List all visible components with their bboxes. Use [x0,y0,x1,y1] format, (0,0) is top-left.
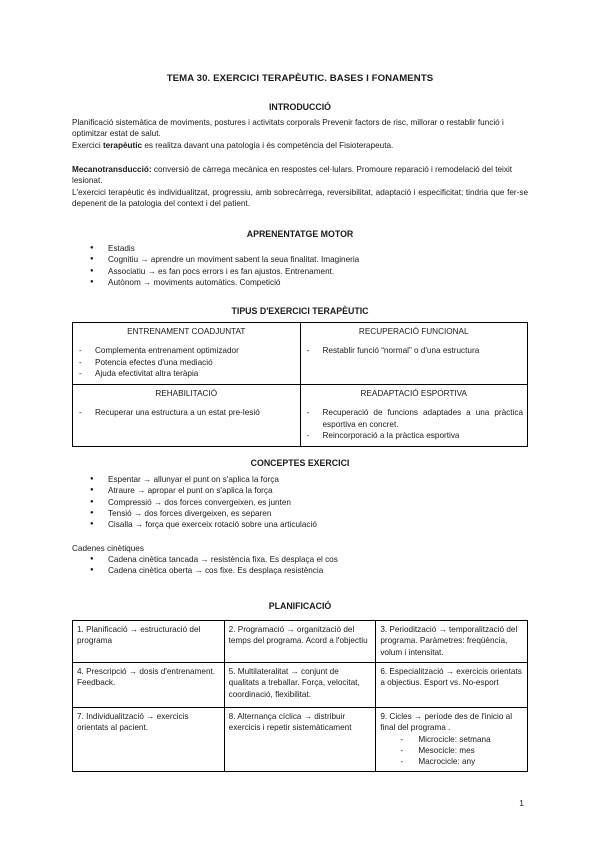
intro-paragraph-4: L'exercici terapèutic és individualitzat, progressiu, amb sobrecàrrega, reversibilitat, adaptació i especificitat; tindria que fer-se depenent de la patologia del context i del patient. [72,187,528,208]
list-item: ● Tensió → dos forces divergeixen, es separen [72,508,528,519]
cadenes-list [72,554,528,577]
list-item: ● Cadena cinètica oberta → cos fixe. Es desplaça resistència [72,565,528,576]
intro-p2-text-end: es realitza davant una patologia i és competència del Fisioterapeuta. [142,140,394,150]
table-cell [73,323,301,385]
planificacio-section [72,600,528,772]
list-item: ● Compressió → dos forces convergeixen, es junten [72,497,528,508]
table-cell: 4. Prescripció → dosis d'entrenament. Feedback. [73,663,225,708]
cell-heading: READAPTACIÓ ESPORTIVA [360,389,467,399]
conceptes-heading: CONCEPTES EXERCICI [250,458,350,468]
intro-p2-bold: terapèutic [102,140,143,150]
cell-list [77,345,296,379]
list-item: - Recuperar una estructura a un estat pre-lesió [77,407,296,418]
cicles-list [400,734,523,768]
list-item: ● Associatiu → es fan pocs errors i es fan ajustos. Entrenament. [72,266,528,277]
intro-heading: INTRODUCCIÓ [268,102,332,112]
list-item: - Ajuda efectivitat altra teràpia [77,368,296,379]
planificacio-heading: PLANIFICACIÓ [268,601,332,611]
tipus-heading: TIPUS D'EXERCICI TERAPÈUTIC [231,306,369,316]
document-title: TEMA 30. EXERCICI TERAPÈUTIC. BASES I FONAMENTS [166,73,434,84]
cicles-text: 9. Cicles → període des de l'inicio al final del programa . [380,712,513,733]
table-cell [300,385,528,447]
conceptes-list [72,474,528,531]
cadenes-label: Cadenes cinètiques [72,543,144,553]
intro-paragraph-3 [72,164,528,187]
list-item: - Restablir funció “normal” o d'una estructura [305,345,524,356]
cell-list [77,407,296,418]
list-item: - Reincorporació a la pràctica esportiva [305,430,524,441]
motor-section [72,228,528,288]
list-item: ● Espentar → allunyar el punt on s'aplica la força [72,474,528,485]
list-item: ● Cadena cinètica tancada → resistència fixa. Es desplaça el cos [72,554,528,565]
cell-list [305,407,524,441]
table-cell: 1. Planificació → estructuració del programa [73,621,225,663]
tipus-table [72,322,528,447]
list-item: - Mesocicle: mes [400,745,523,756]
table-cell [73,385,301,447]
table-cell: 2. Programació → organització del temps del programa. Acord a l'objectiu [224,621,376,663]
tipus-section [72,305,528,447]
conceptes-section [72,457,528,577]
motor-heading: APRENENTATGE MOTOR [246,229,354,239]
list-item: ● Autònom → moviments automàtics. Competició [72,277,528,288]
list-item: ● Estadis [72,243,528,254]
table-cell [376,708,528,772]
planificacio-table [72,620,528,772]
table-cell: 6. Especialització → exercicis orientats a objectius. Esport vs. No-esport [376,663,528,708]
cell-list [305,345,524,356]
list-item: - Potencia efectes d'una mediació [77,357,296,368]
page-number: 1 [519,798,524,808]
list-item: - Complementa entrenament optimizador [77,345,296,356]
list-item: - Macrocicle: any [400,756,523,767]
intro-p3-text: conversió de càrrega mecànica en respostes cel·lulars. Promoure reparació i remodelació del teixit lesionat. [72,165,513,186]
table-cell [300,323,528,385]
list-item: - Microcicle: setmana [400,734,523,745]
mecanotransduccio-term: Mecanotransducció: [72,165,152,175]
table-cell: 7. Individualització → exercicis orientats al pacient. [73,708,225,772]
list-item: ● Atraure → apropar el punt on s'aplica la força [72,485,528,496]
table-cell: 8. Alternança cíclica → distribuir exercicis i repetir sistemàticament [224,708,376,772]
intro-section [72,101,528,209]
motor-list [72,243,528,288]
intro-paragraph-1: Planificació sistemàtica de moviments, postures i activitats corporals Prevenir factors de risc, millorar o restablir funció i optimitzar estat de salut. [72,118,504,139]
cell-heading: REHABILITACIÓ [155,389,218,399]
list-item: ● Cisalla → força que exerceix rotació sobre una articulació [72,519,528,530]
cell-heading: RECUPERACIÓ FUNCIONAL [358,327,469,337]
table-cell: 5. Multilateralitat → conjunt de qualitats a treballar. Força, velocitat, coordinació, flexibilitat. [224,663,376,708]
list-item: ● Cognitiu → aprendre un moviment sabent la seua finalitat. Imagineria [72,254,528,265]
list-item: - Recuperació de funcions adaptades a una pràctica esportiva en concret. [305,407,524,430]
table-cell: 3. Periodització → temporalització del programa. Paràmetres: freqüència, volum i intensitat. [376,621,528,663]
intro-paragraph-2 [72,140,528,151]
cell-heading: ENTRENAMENT COADJUNTAT [127,327,246,337]
intro-p2-text: Exercici [72,140,103,150]
